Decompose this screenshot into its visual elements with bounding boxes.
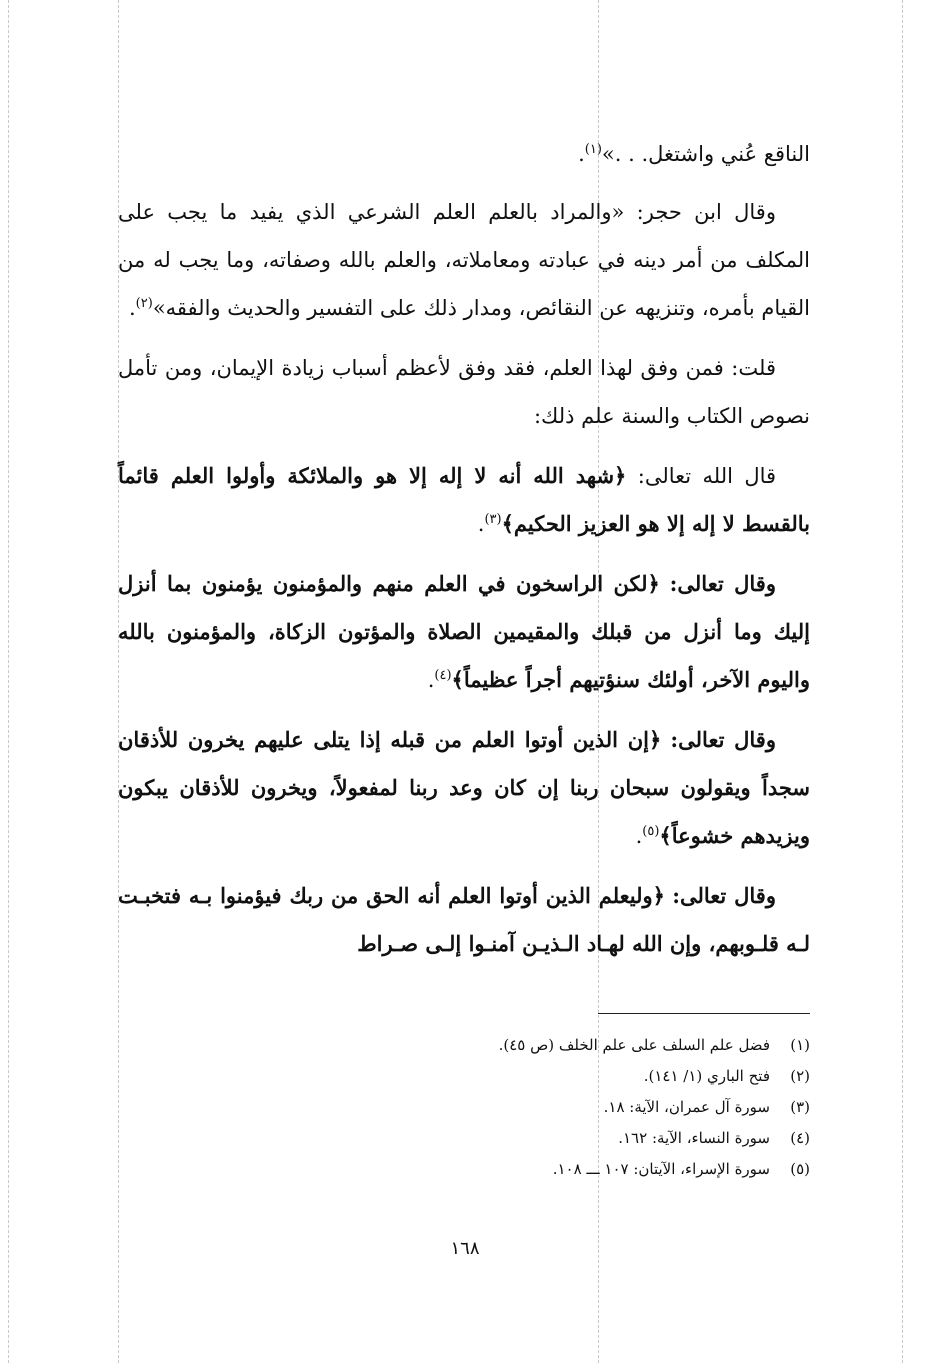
paragraph: الناقع عُني واشتغل. . .»$^{(١)}$. bbox=[578, 142, 810, 166]
footnote-number: (٣) bbox=[790, 1098, 810, 1116]
footnote-number: (١) bbox=[790, 1036, 810, 1054]
footnote bbox=[300, 1061, 810, 1092]
paragraph: وقال تعالى: ﴿إن الذين أوتوا العلم من قبله إذا يتلى عليهم يخرون للأذقان سجداً ويقولون سبحان ربنا إن كان وعد ربنا لمفعولاً، ويخرون للأذقان يبكون ويزيدهم خشوعاً﴾$^{(٥)}$. bbox=[118, 727, 810, 848]
scan-line bbox=[902, 0, 903, 1363]
footnote-text: فضل علم السلف على علم الخلف (ص ٤٥). bbox=[498, 1036, 770, 1054]
paragraph bbox=[118, 344, 810, 440]
paragraph bbox=[118, 872, 810, 968]
footnote-text: سورة النساء، الآية: ١٦٢. bbox=[618, 1129, 770, 1147]
footnote bbox=[300, 1030, 810, 1061]
footnote-ref: (٥) bbox=[642, 824, 660, 839]
footnote-number: (٥) bbox=[790, 1160, 810, 1178]
paragraph-text: الناقع عُني واشتغل. . .» bbox=[601, 142, 810, 166]
verse-intro: وقال تعالى: bbox=[672, 883, 776, 908]
footnote bbox=[300, 1154, 810, 1185]
verse-intro: وقال تعالى: bbox=[670, 727, 776, 752]
footnotes bbox=[300, 1030, 810, 1185]
footnote-ref: (٢) bbox=[135, 296, 153, 311]
footnote-divider bbox=[598, 1013, 810, 1014]
footnote-number: (٢) bbox=[790, 1067, 810, 1085]
quran-verse: ﴿إن الذين أوتوا العلم من قبله إذا يتلى عليهم يخرون للأذقان سجداً ويقولون سبحان ربنا إن كان وعد ربنا لمفعولاً، ويخرون للأذقان يبكون ويزيدهم خشوعاً﴾ bbox=[118, 727, 810, 848]
footnote-ref: (٣) bbox=[484, 512, 502, 527]
main-text bbox=[118, 130, 810, 980]
paragraph: قال الله تعالى: ﴿شهد الله أنه لا إله إلا هو والملائكة وأولوا العلم قائماً بالقسط لا إله إلا هو العزيز الحكيم﴾$^{(٣)}$. bbox=[118, 463, 810, 536]
page-number: ١٦٨ bbox=[450, 1238, 480, 1259]
scan-line bbox=[8, 0, 9, 1363]
footnote-ref: (٤) bbox=[434, 668, 452, 683]
verse-intro: قال الله تعالى: bbox=[637, 464, 777, 488]
paragraph-text: قلت: فمن وفق لهذا العلم، فقد وفق لأعظم أسباب زيادة الإيمان، ومن تأمل نصوص الكتاب والسنة علم ذلك: bbox=[118, 356, 810, 428]
verse-intro: وقال تعالى: bbox=[669, 571, 776, 596]
footnote bbox=[300, 1123, 810, 1154]
paragraph: وقال تعالى: ﴿لكن الراسخون في العلم منهم والمؤمنون يؤمنون بما أنزل إليك وما أنزل من قبلك والمقيمين الصلاة والمؤتون الزكاة، والمؤمنون بالله واليوم الآخر، أولئك سنؤتيهم أجراً عظيماً﴾$^{(٤)}$. bbox=[118, 571, 810, 692]
paragraph-text: وقال ابن حجر: «والمراد بالعلم العلم الشرعي الذي يفيد ما يجب على المكلف من أمر دينه في عبادته ومعاملاته، والعلم بالله وصفاته، وما يجب له من القيام بأمره، وتنزيهه عن النقائص، ومدار ذلك على التفسير والحديث والفقه» bbox=[118, 200, 810, 320]
footnote-text: سورة الإسراء، الآيتان: ١٠٧ ـــ ١٠٨. bbox=[552, 1160, 770, 1178]
footnote-text: سورة آل عمران، الآية: ١٨. bbox=[603, 1098, 770, 1116]
quran-verse: ﴿لكن الراسخون في العلم منهم والمؤمنون يؤمنون بما أنزل إليك وما أنزل من قبلك والمقيمين الصلاة والمؤتون الزكاة، والمؤمنون بالله واليوم الآخر، أولئك سنؤتيهم أجراً عظيماً﴾ bbox=[118, 571, 810, 692]
quran-verse: ﴿وليعلم الذين أوتوا العلم أنه الحق من ربك فيؤمنوا بـه فتخبـت لـه قلـوبهم، وإن الله لهـاد الـذيـن آمنـوا إلـى صـراط bbox=[118, 883, 810, 956]
footnote bbox=[300, 1092, 810, 1123]
quran-verse: ﴿شهد الله أنه لا إله إلا هو والملائكة وأولوا العلم قائماً بالقسط لا إله إلا هو العزيز الحكيم﴾ bbox=[118, 463, 810, 536]
footnote-number: (٤) bbox=[790, 1129, 810, 1147]
footnote-text: فتح الباري (١/ ١٤١). bbox=[643, 1067, 770, 1085]
paragraph: وقال ابن حجر: «والمراد بالعلم العلم الشرعي الذي يفيد ما يجب على المكلف من أمر دينه في عبادته ومعاملاته، والعلم بالله وصفاته، وما يجب له من القيام بأمره، وتنزيهه عن النقائص، ومدار ذلك على التفسير والحديث والفقه»$^{(٢)}$. bbox=[118, 200, 810, 320]
footnote-ref: (١) bbox=[584, 142, 602, 157]
